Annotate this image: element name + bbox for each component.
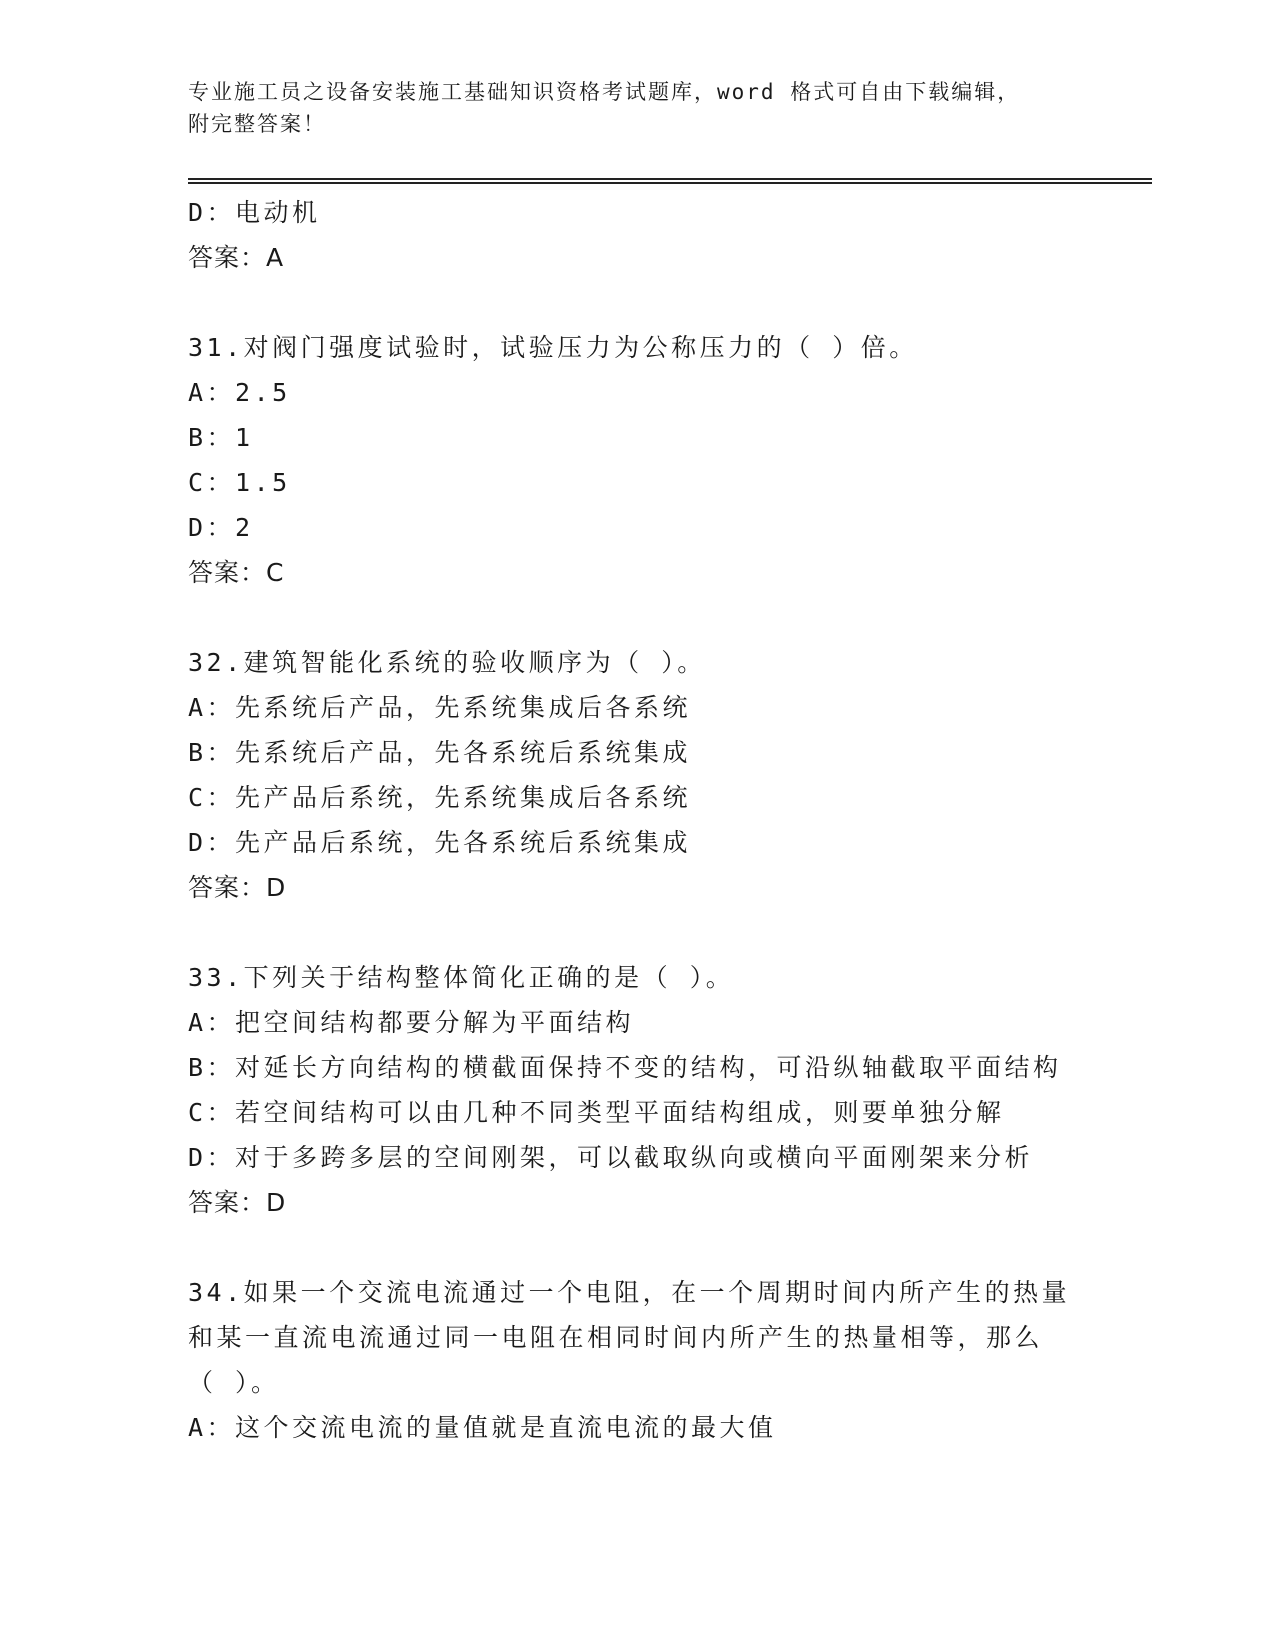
option-c: C：若空间结构可以由几种不同类型平面结构组成，则要单独分解: [188, 1098, 1005, 1127]
spacer: [188, 595, 1148, 640]
option-b: B：对延长方向结构的横截面保持不变的结构，可沿纵轴截取平面结构: [188, 1053, 1062, 1082]
answer-label: 答案：C: [188, 558, 285, 587]
header-line-1: 专业施工员之设备安装施工基础知识资格考试题库，word 格式可自由下载编辑，: [188, 80, 1021, 104]
answer-label: 答案：D: [188, 873, 287, 902]
option-a: A：把空间结构都要分解为平面结构: [188, 1008, 635, 1037]
question-31: [188, 325, 1148, 595]
document-header: [188, 76, 1088, 140]
option-b: B：先系统后产品，先各系统后系统集成: [188, 738, 692, 767]
option-b: B：1: [188, 423, 254, 452]
option-d: D：电动机: [188, 198, 321, 227]
answer-label: 答案：A: [188, 243, 285, 272]
spacer: [188, 280, 1148, 325]
option-d: D：2: [188, 513, 254, 542]
question-text: 32.建筑智能化系统的验收顺序为（ ）。: [188, 648, 706, 677]
header-divider-bottom: [188, 182, 1152, 184]
spacer: [188, 910, 1148, 955]
option-a: A：2.5: [188, 378, 291, 407]
option-c: C：1.5: [188, 468, 291, 497]
option-d: D：先产品后系统，先各系统后系统集成: [188, 828, 692, 857]
header-line-2: 附完整答案！: [188, 112, 326, 136]
option-d: D：对于多跨多层的空间刚架，可以截取纵向或横向平面刚架来分析: [188, 1143, 1034, 1172]
question-text-line-1: 34.如果一个交流电流通过一个电阻，在一个周期时间内所产生的热量: [188, 1278, 1071, 1307]
question-list: [188, 190, 1148, 1450]
question-30-tail: [188, 190, 1148, 280]
question-text-line-2: 和某一直流电流通过同一电阻在相同时间内所产生的热量相等，那么: [188, 1323, 1044, 1352]
question-text-line-3: （ ）。: [188, 1368, 280, 1397]
option-a: A：这个交流电流的量值就是直流电流的最大值: [188, 1413, 777, 1442]
option-a: A：先系统后产品，先系统集成后各系统: [188, 693, 692, 722]
question-32: [188, 640, 1148, 910]
option-c: C：先产品后系统，先系统集成后各系统: [188, 783, 692, 812]
question-text: 31.对阀门强度试验时，试验压力为公称压力的（ ）倍。: [188, 333, 918, 362]
question-33: [188, 955, 1148, 1225]
header-divider-top: [188, 178, 1152, 180]
answer-label: 答案：D: [188, 1188, 287, 1217]
spacer: [188, 1225, 1148, 1270]
question-34: [188, 1270, 1148, 1450]
question-text: 33.下列关于结构整体简化正确的是（ ）。: [188, 963, 735, 992]
